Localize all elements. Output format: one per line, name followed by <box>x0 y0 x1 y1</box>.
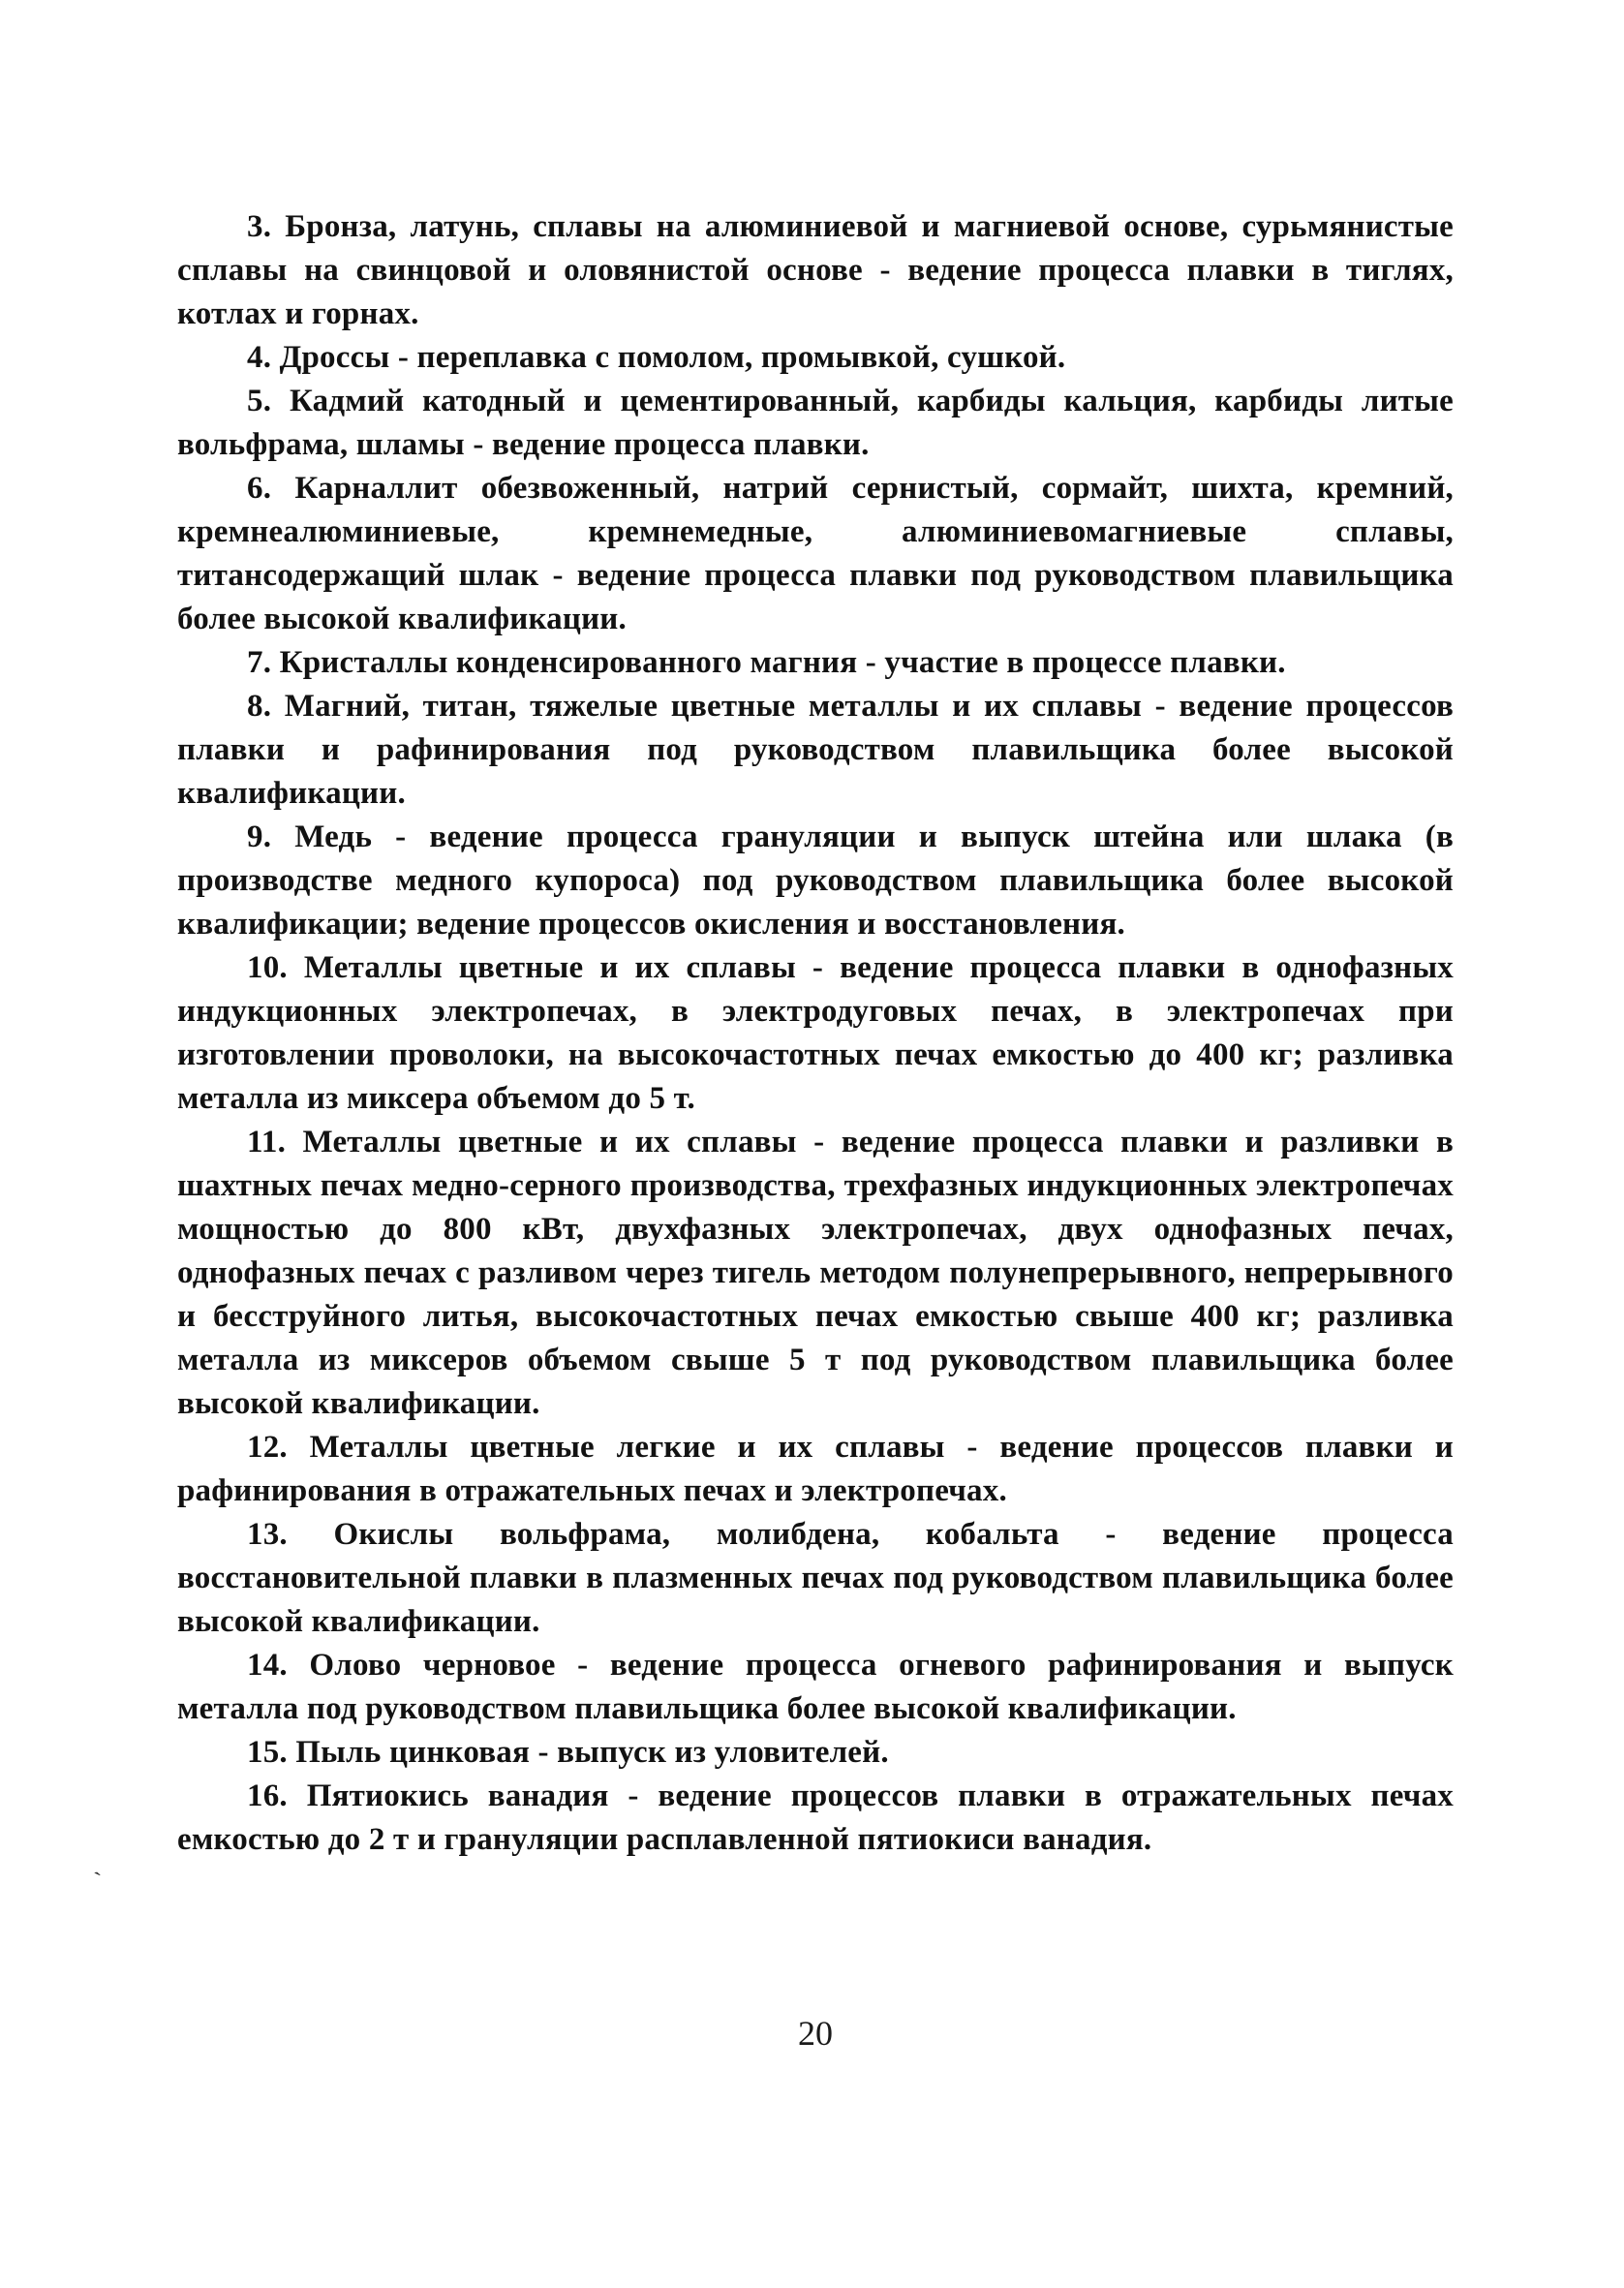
paragraph-item-3: 3. Бронза, латунь, сплавы на алюминиевой и магниевой основе, сурьмянистые сплавы на свинцовой и оловянистой основе - ведение процесса плавки в тиглях, котлах и горнах. <box>177 209 1454 331</box>
scan-artifact-mark: ˏ <box>87 1847 103 1877</box>
paragraph-item-10: 10. Металлы цветные и их сплавы - ведение процесса плавки в однофазных индукционных электропечах, в электродуговых печах, в электропечах при изготовлении проволоки, на высокочастотных печах емкостью до 400 кг; разливка металла из миксера объемом до 5 т. <box>177 950 1454 1116</box>
paragraph-item-16: 16. Пятиокись ванадия - ведение процессов плавки в отражательных печах емкостью до 2 т и грануляции расплавленной пятиокиси ванадия. <box>177 1778 1454 1857</box>
paragraph-item-13: 13. Окислы вольфрама, молибдена, кобальта - ведение процесса восстановительной плавки в плазменных печах под руководством плавильщика более высокой квалификации. <box>177 1517 1454 1639</box>
paragraph-item-5: 5. Кадмий катодный и цементированный, карбиды кальция, карбиды литые вольфрама, шламы - ведение процесса плавки. <box>177 384 1454 462</box>
paragraph-item-14: 14. Олово черновое - ведение процесса огневого рафинирования и выпуск металла под руководством плавильщика более высокой квалификации. <box>177 1648 1454 1726</box>
paragraph-item-15: 15. Пыль цинковая - выпуск из уловителей. <box>247 1735 889 1770</box>
paragraph-item-6: 6. Карналлит обезвоженный, натрий сернистый, сормайт, шихта, кремний, кремнеалюминиевые, кремнемедные, алюминиевомагниевые сплавы, титансодержащий шлак - ведение процесса плавки под руководством плавильщика более высокой квалификации. <box>177 471 1454 636</box>
page-number: 20 <box>798 2014 833 2053</box>
paragraph-item-12: 12. Металлы цветные легкие и их сплавы - ведение процессов плавки и рафинирования в отражательных печах и электропечах. <box>177 1430 1454 1508</box>
paragraph-item-4: 4. Дроссы - переплавка с помолом, промывкой, сушкой. <box>247 340 1066 375</box>
paragraph-item-8: 8. Магний, титан, тяжелые цветные металлы и их сплавы - ведение процессов плавки и рафинирования под руководством плавильщика более высокой квалификации. <box>177 689 1454 811</box>
text-block <box>177 205 1454 1862</box>
paragraph-item-7: 7. Кристаллы конденсированного магния - участие в процессе плавки. <box>247 645 1286 680</box>
paragraph-item-11: 11. Металлы цветные и их сплавы - ведение процесса плавки и разливки в шахтных печах медно-серного производства, трехфазных индукционных электропечах мощностью до 800 кВт, двухфазных электропечах, двух однофазных печах, однофазных печах с разливом через тигель методом полунепрерывного, непрерывного и бесструйного литья, высокочастотных печах емкостью свыше 400 кг; разливка металла из миксеров объемом свыше 5 т под руководством плавильщика более высокой квалификации. <box>177 1125 1454 1421</box>
paragraph-item-9: 9. Медь - ведение процесса грануляции и выпуск штейна или шлака (в производстве медного купороса) под руководством плавильщика более высокой квалификации; ведение процессов окисления и восстановления. <box>177 819 1454 942</box>
